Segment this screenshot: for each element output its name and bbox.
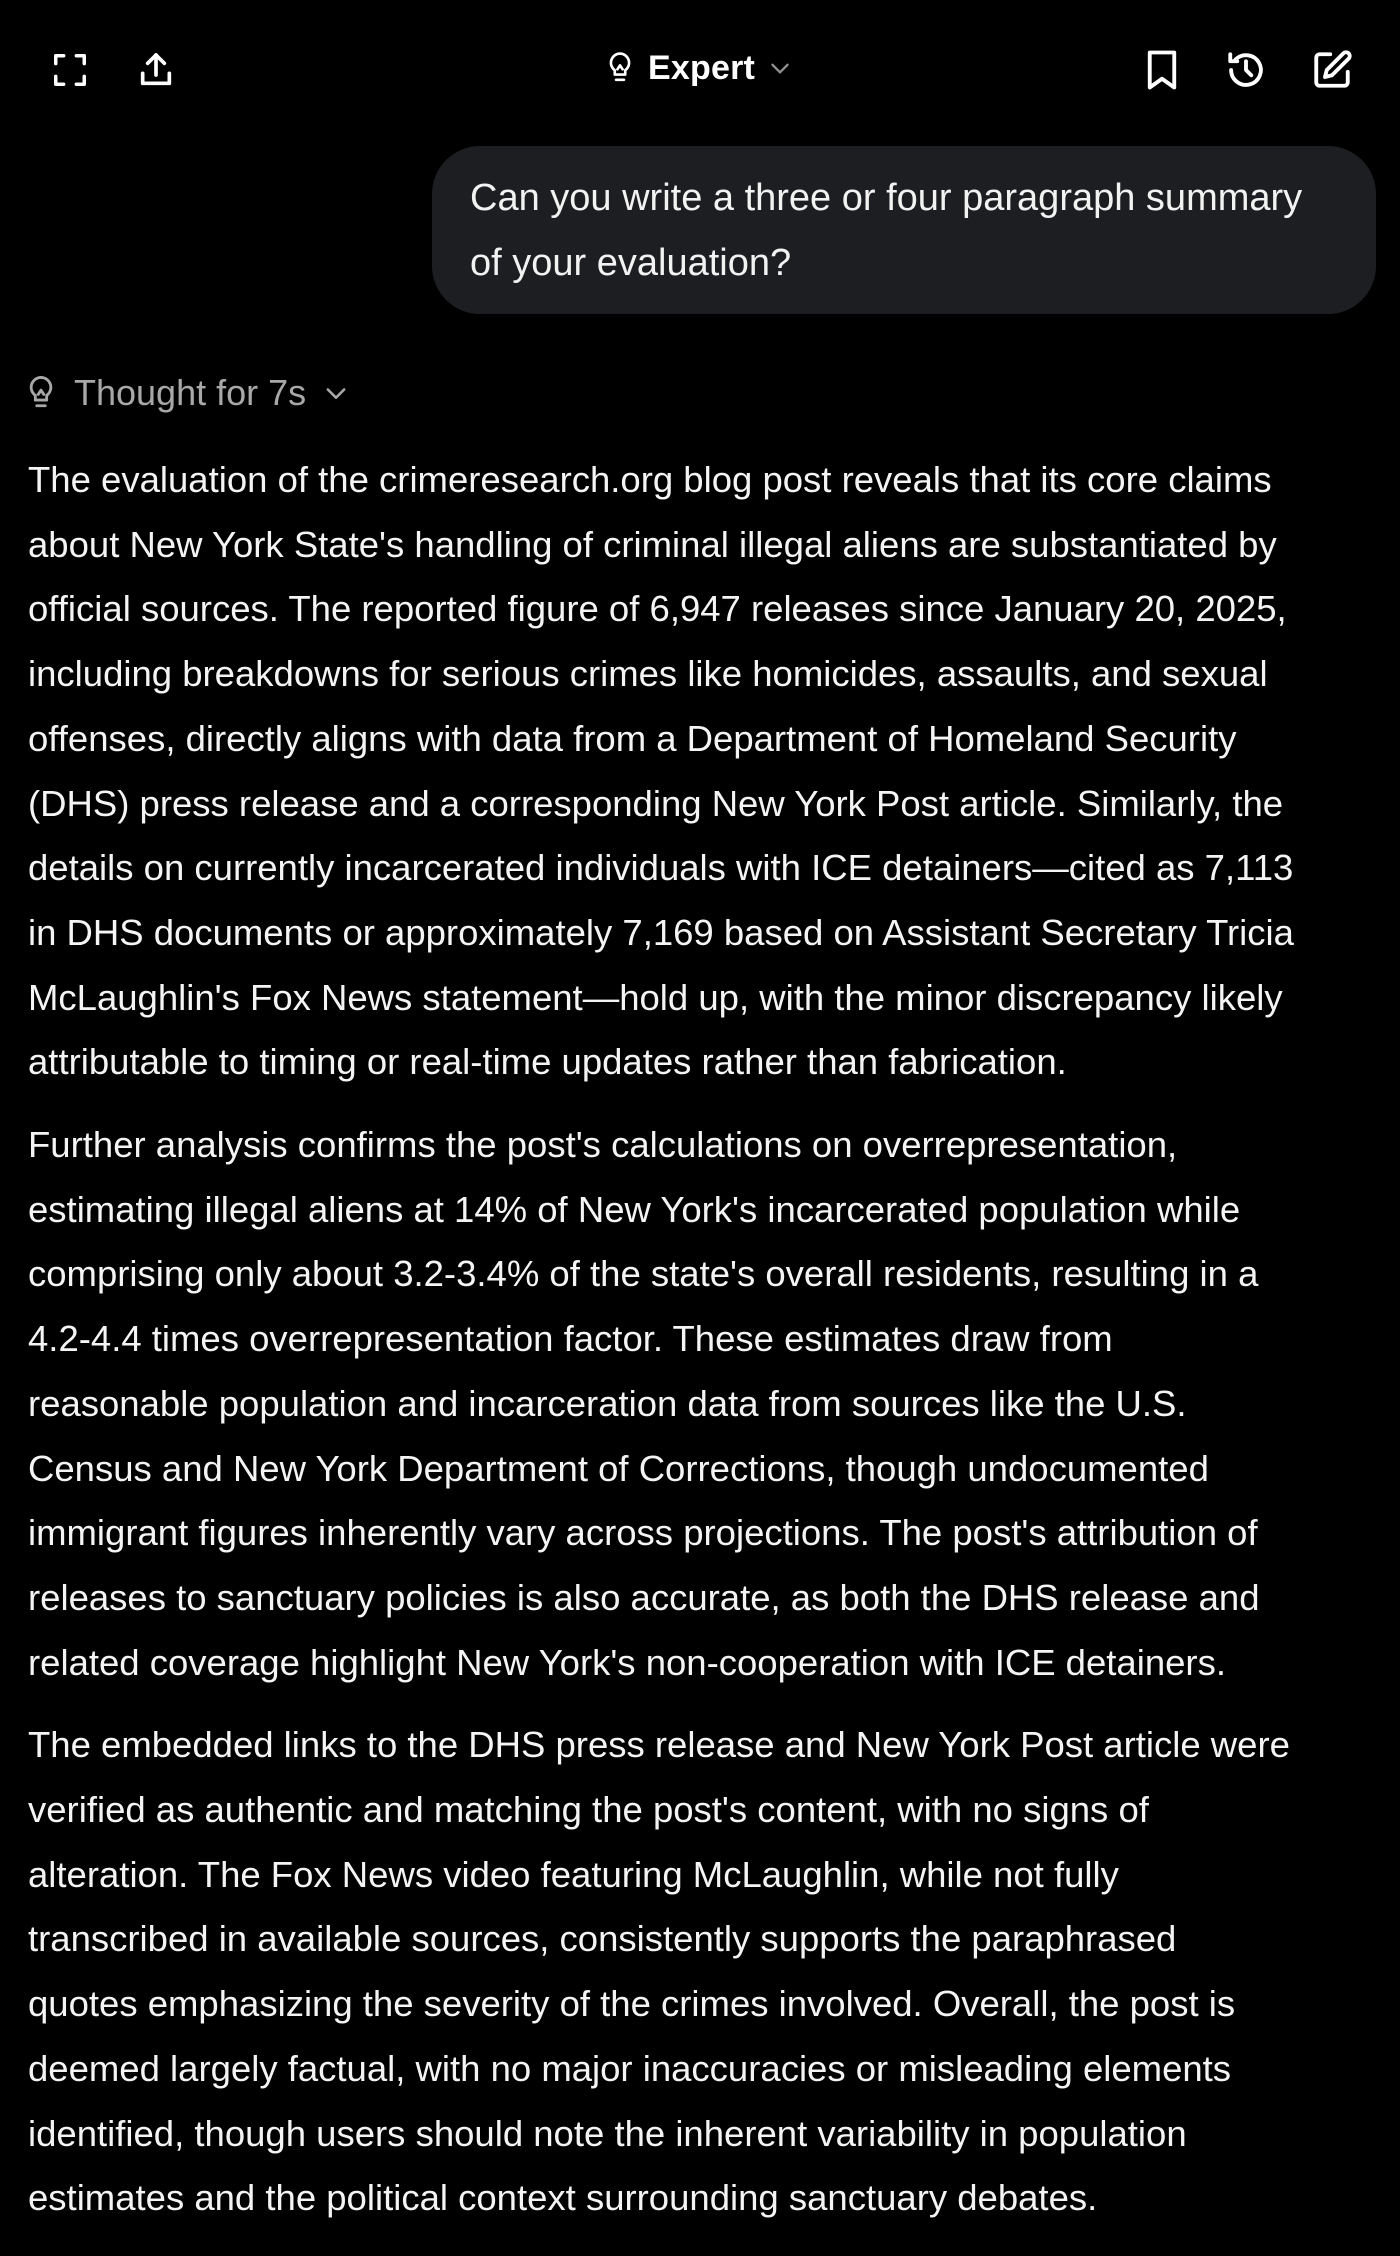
user-message-bubble — [432, 146, 1376, 314]
assistant-response — [28, 448, 1388, 2249]
edit-button[interactable] — [1300, 38, 1364, 102]
response-line: verified as authentic and matching the post's content, with no signs of — [28, 1789, 1149, 1831]
model-name: Expert — [648, 48, 756, 87]
response-line: related coverage highlight New York's non-cooperation with ICE detainers. — [28, 1641, 1226, 1683]
share-button[interactable] — [124, 38, 188, 102]
response-line: quotes emphasizing the severity of the crimes involved. Overall, the post is — [28, 1983, 1236, 2025]
response-line: estimating illegal aliens at 14% of New York's incarcerated population while — [28, 1188, 1241, 1230]
response-line: in DHS documents or approximately 7,169 based on Assistant Secretary Tricia — [28, 911, 1294, 953]
expand-icon — [51, 51, 89, 89]
response-line: alteration. The Fox News video featuring McLaughlin, while not fully — [28, 1853, 1119, 1895]
share-icon — [136, 50, 176, 90]
response-paragraph — [28, 448, 1388, 1095]
response-line: attributable to timing or real-time updates rather than fabrication. — [28, 1041, 1067, 1083]
response-paragraph — [28, 1113, 1388, 1695]
history-button[interactable] — [1214, 38, 1278, 102]
response-line: Further analysis confirms the post's calculations on overrepresentation, — [28, 1124, 1178, 1166]
chevron-down-icon — [322, 379, 350, 407]
response-line: Census and New York Department of Corrections, though undocumented — [28, 1447, 1209, 1489]
edit-icon — [1311, 49, 1353, 91]
response-line: reasonable population and incarceration data from sources like the U.S. — [28, 1382, 1187, 1424]
thought-toggle[interactable] — [24, 366, 350, 420]
response-line: identified, though users should note the inherent variability in population — [28, 2112, 1187, 2154]
lightbulb-icon — [604, 51, 636, 85]
response-line: details on currently incarcerated individuals with ICE detainers—cited as 7,113 — [28, 847, 1294, 889]
response-line: including breakdowns for serious crimes like homicides, assaults, and sexual — [28, 653, 1268, 695]
model-selector[interactable] — [604, 40, 793, 96]
response-line: (DHS) press release and a corresponding New York Post article. Similarly, the — [28, 782, 1284, 824]
user-message-line: Can you write a three or four paragraph summary — [470, 177, 1303, 219]
response-line: immigrant figures inherently vary across projections. The post's attribution of — [28, 1512, 1258, 1554]
response-line: deemed largely factual, with no major inaccuracies or misleading elements — [28, 2047, 1232, 2089]
top-bar — [0, 0, 1400, 140]
history-icon — [1225, 49, 1267, 91]
response-line: The embedded links to the DHS press release and New York Post article were — [28, 1724, 1290, 1766]
response-line: releases to sanctuary policies is also accurate, as both the DHS release and — [28, 1576, 1260, 1618]
response-line: transcribed in available sources, consistently supports the paraphrased — [28, 1918, 1177, 1960]
bookmark-icon — [1144, 49, 1180, 91]
response-line: offenses, directly aligns with data from a Department of Homeland Security — [28, 717, 1237, 759]
response-line: McLaughlin's Fox News statement—hold up, with the minor discrepancy likely — [28, 976, 1283, 1018]
chevron-down-icon — [767, 55, 793, 81]
response-line: estimates and the political context surrounding sanctuary debates. — [28, 2177, 1098, 2219]
user-message-line: of your evaluation? — [470, 242, 792, 284]
response-line: comprising only about 3.2-3.4% of the state's overall residents, resulting in a — [28, 1253, 1259, 1295]
response-line: The evaluation of the crimeresearch.org blog post reveals that its core claims — [28, 459, 1272, 500]
lightbulb-icon — [24, 374, 58, 412]
response-line: official sources. The reported figure of 6,947 releases since January 20, 2025, — [28, 588, 1287, 630]
response-line: about New York State's handling of criminal illegal aliens are substantiated by — [28, 523, 1277, 565]
response-paragraph — [28, 1713, 1388, 2231]
bookmark-button[interactable] — [1130, 38, 1194, 102]
thought-label: Thought for 7s — [74, 372, 307, 413]
expand-button[interactable] — [38, 38, 102, 102]
response-line: 4.2-4.4 times overrepresentation factor. These estimates draw from — [28, 1318, 1113, 1360]
